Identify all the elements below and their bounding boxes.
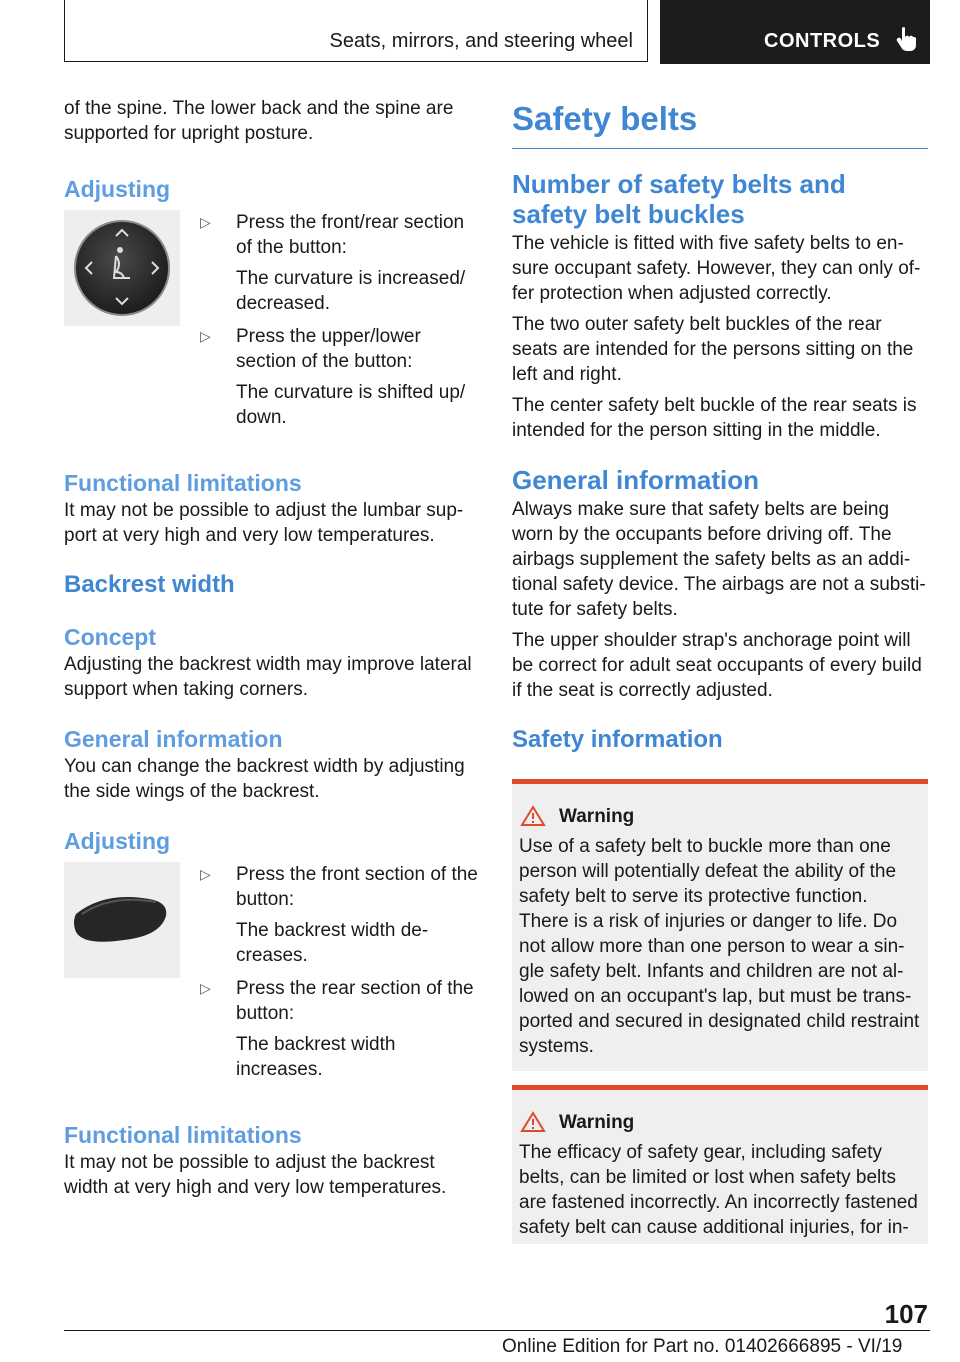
triangle-bullet-icon: ▷ <box>200 866 211 882</box>
section-title: Seats, mirrors, and steering wheel <box>329 30 633 52</box>
list-item <box>200 324 478 430</box>
width-adjust-block <box>64 862 478 1090</box>
step-text: Press the rear section of the button: <box>236 978 474 1024</box>
general-info-text-left: You can change the backrest width by adjusting the side wings of the backrest. <box>64 756 465 802</box>
list-item <box>200 862 478 968</box>
warning-label: Warning <box>559 1112 635 1133</box>
list-item <box>200 976 478 1082</box>
intro-text: of the spine. The lower back and the spine are supported for upright posture. <box>64 98 454 144</box>
list-item <box>200 210 478 316</box>
warning-text-1: Use of a safety belt to buckle more than one person will potentially defeat the ability of the safety belt to serve its protective function. There is a risk of injuries or danger to life. Do not allow more than one person to wear a sin-gle safety belt. Infants and children are not al-lowed on an occupant's lap, but must be trans-ported and secured in designated child restraint systems. <box>519 836 920 1057</box>
general-p1: Always make sure that safety belts are being worn by the occupants before driving off. The airbags supplement the safety belts as an addi-tional safety device. The airbags are not a substi-tute for safety belts. <box>512 499 926 620</box>
general-info-heading-left: General information <box>64 726 283 752</box>
functional-limitations-text: It may not be possible to adjust the lumbar sup-port at very high and very low temperatures. <box>64 500 464 546</box>
page-number: 107 <box>884 1299 928 1329</box>
warning-box-2 <box>512 1085 928 1244</box>
lumbar-adjust-block <box>64 210 478 438</box>
triangle-bullet-icon: ▷ <box>200 214 211 230</box>
footer-divider <box>64 1330 930 1331</box>
hand-pointer-icon <box>896 26 918 52</box>
warning-title-2 <box>519 1110 920 1136</box>
step-text: Press the upper/lower section of the button: <box>236 326 421 372</box>
concept-text: Adjusting the backrest width may improve lateral support when taking corners. <box>64 654 472 700</box>
warning-triangle-icon <box>520 805 546 827</box>
step-result: The backrest width de-creases. <box>236 920 429 966</box>
step-text: Press the front/rear section of the button: <box>236 212 465 258</box>
backrest-width-heading: Backrest width <box>64 571 235 598</box>
triangle-bullet-icon: ▷ <box>200 328 211 344</box>
adjusting-heading-width: Adjusting <box>64 828 171 854</box>
left-column <box>64 96 478 1200</box>
warning-box-1 <box>512 779 928 1071</box>
warning-triangle-icon <box>520 1111 546 1133</box>
section-header-box <box>64 0 648 62</box>
triangle-bullet-icon: ▷ <box>200 980 211 996</box>
step-result: The curvature is increased/ decreased. <box>236 268 466 314</box>
lumbar-button-image <box>64 210 180 326</box>
functional-limitations-heading: Functional limitations <box>64 470 302 496</box>
lumbar-steps-list <box>200 210 478 438</box>
lumbar-button-icon <box>64 210 180 326</box>
page-header <box>64 0 930 64</box>
adjusting-heading-lumbar: Adjusting <box>64 176 171 202</box>
warning-title-1 <box>519 804 920 830</box>
step-result: The backrest width increases. <box>236 1034 396 1080</box>
safety-information-heading: Safety information <box>512 726 723 753</box>
number-p3: The center safety belt buckle of the rear seats is intended for the person sitting in the middle. <box>512 395 917 441</box>
footer-edition: Online Edition for Part no. 01402666895 - VI/19 <box>502 1336 903 1357</box>
functional-limitations-text-2: It may not be possible to adjust the backrest width at very high and very low temperatures. <box>64 1152 447 1198</box>
number-p1: The vehicle is fitted with five safety belts to en-sure occupant safety. However, they can only of-fer protection when adjusted correctly. <box>512 233 921 304</box>
warning-text-2: The efficacy of safety gear, including safety belts, can be limited or lost when safety belts are fastened incorrectly. An incorrectly fastened safety belt can cause additional injuries, for in- <box>519 1142 918 1238</box>
general-info-heading-right: General information <box>512 465 760 495</box>
functional-limitations-heading-2: Functional limitations <box>64 1122 302 1148</box>
width-button-image <box>64 862 180 978</box>
width-steps-list <box>200 862 478 1090</box>
warning-label: Warning <box>559 806 635 827</box>
width-button-icon <box>64 862 180 978</box>
number-p2: The two outer safety belt buckles of the rear seats are intended for the persons sitting on the left and right. <box>512 314 914 385</box>
safety-belts-title: Safety belts <box>512 96 928 149</box>
general-p2: The upper shoulder strap's anchorage point will be correct for adult seat occupants of every build if the seat is correctly adjusted. <box>512 630 922 701</box>
right-column <box>512 96 928 1244</box>
concept-heading: Concept <box>64 624 156 650</box>
chapter-title: CONTROLS <box>764 30 881 52</box>
chapter-tab <box>660 0 930 64</box>
step-result: The curvature is shifted up/ down. <box>236 382 466 428</box>
step-text: Press the front section of the button: <box>236 864 478 910</box>
number-of-belts-heading: Number of safety belts and safety belt buckles <box>512 169 846 229</box>
